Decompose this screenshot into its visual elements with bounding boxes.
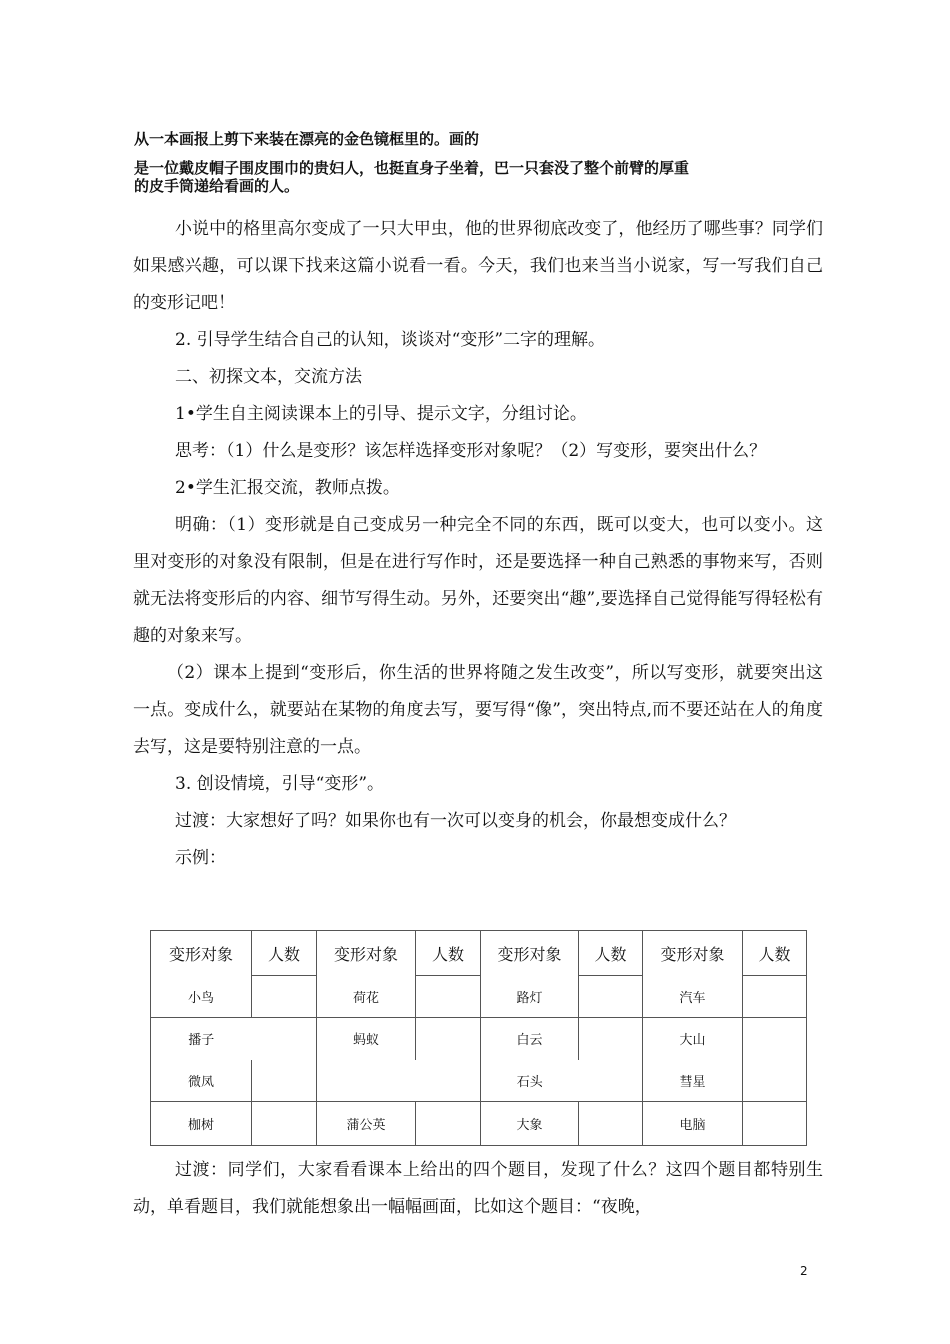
paragraph: 思考：（1）什么是变形？该怎样选择变形对象呢？（2）写变形，要突出什么？: [175, 441, 767, 461]
paragraph: 明确：（1）变形就是自己变成另一种完全不同的东西，既可以变大，也可以变小。这里对变形的对象没有限制，但是在进行写作时，还是要选择一种自己熟悉的事物来写，否则就无法将变形后的内容、细节写得生动。另外，还要突出“趣”,要选择自己觉得能写得轻松有趣的对象来写。: [133, 515, 823, 646]
paragraph: 小说中的格里高尔变成了一只大甲虫，他的世界彻底改变了，他经历了哪些事？同学们如果感兴趣，可以课下找来这篇小说看一看。今天，我们也来当当小说家，写一写我们自己的变形记吧！: [133, 219, 823, 313]
paragraph: 过渡：同学们，大家看看课本上给出的四个题目，发现了什么？这四个题目都特别生动，单看题目，我们就能想象出一幅幅画面，比如这个题目：“夜晚，: [133, 1160, 823, 1217]
table-cell: [252, 976, 317, 1018]
table-cell: 播子: [151, 1018, 252, 1060]
quote-line-3: 的皮手筒递给看画的人。: [134, 177, 300, 195]
page-number: 2: [800, 1264, 808, 1278]
table-cell: 石头: [481, 1060, 579, 1102]
paragraph: 3. 创设情境，引导“变形”。: [175, 774, 385, 794]
table-cell: 荷花: [317, 976, 416, 1018]
table-cell: 大山: [643, 1018, 743, 1060]
table-cell: [579, 1102, 643, 1146]
table-header-cell: 变形对象: [481, 931, 579, 976]
table-cell: [252, 1018, 317, 1060]
table-cell: [252, 1060, 317, 1102]
table-header-cell: 人数: [416, 931, 481, 976]
table-cell: [743, 1018, 807, 1060]
paragraph: 过渡：大家想好了吗？如果你也有一次可以变身的机会，你最想变成什么？: [175, 811, 736, 831]
paragraph: 2. 引导学生结合自己的认知，谈谈对“变形”二字的理解。: [175, 330, 606, 350]
table-cell: 路灯: [481, 976, 579, 1018]
table-cell: [743, 976, 807, 1018]
table-cell: [579, 976, 643, 1018]
table-header-cell: 人数: [743, 931, 807, 976]
paragraph: 1•学生自主阅读课本上的引导、提示文字，分组讨论。: [175, 404, 587, 424]
quote-line-1: 从一本画报上剪下来装在漂亮的金色镜框里的。画的: [134, 130, 480, 148]
table-cell: 汽车: [643, 976, 743, 1018]
example-table: [150, 930, 806, 1144]
table-cell: [579, 1018, 643, 1060]
table-cell: 枷树: [151, 1102, 252, 1146]
table-header-cell: 变形对象: [151, 931, 252, 976]
table-cell: 微凤: [151, 1060, 252, 1102]
table-cell: 大象: [481, 1102, 579, 1146]
table-header-cell: 变形对象: [643, 931, 743, 976]
quote-line-2: 是一位戴皮帽子围皮围巾的贵妇人，也挺直身子坐着，巴一只套没了整个前臂的厚重: [134, 159, 690, 177]
table-cell: [743, 1060, 807, 1102]
closing-section: [133, 1152, 823, 1226]
main-body: [133, 211, 823, 877]
table-cell: 蒲公英: [317, 1102, 416, 1146]
table-cell: [416, 976, 481, 1018]
table-cell: [579, 1060, 643, 1102]
table-cell: 白云: [481, 1018, 579, 1060]
table-header-cell: 人数: [579, 931, 643, 976]
paragraph: 示例：: [175, 848, 226, 868]
table-header-cell: 变形对象: [317, 931, 416, 976]
table-cell: [416, 1018, 481, 1060]
paragraph: 2•学生汇报交流，教师点拨。: [175, 478, 400, 498]
table-cell: [252, 1102, 317, 1146]
table-cell: [743, 1102, 807, 1146]
table-cell: [416, 1102, 481, 1146]
table-cell: 蚂蚁: [317, 1018, 416, 1060]
table-cell: [317, 1060, 416, 1102]
section-heading: 二、初探文本，交流方法: [175, 367, 362, 387]
table-cell: [416, 1060, 481, 1102]
table-header-cell: 人数: [252, 931, 317, 976]
table-cell: 小鸟: [151, 976, 252, 1018]
table-cell: 电脑: [643, 1102, 743, 1146]
paragraph: （2）课本上提到“变形后，你生活的世界将随之发生改变”，所以写变形，就要突出这一点。变成什么，就要站在某物的角度去写，要写得“像”，突出特点,而不要还站在人的角度去写，这是要特别注意的一点。: [133, 663, 823, 757]
table-cell: 彗星: [643, 1060, 743, 1102]
